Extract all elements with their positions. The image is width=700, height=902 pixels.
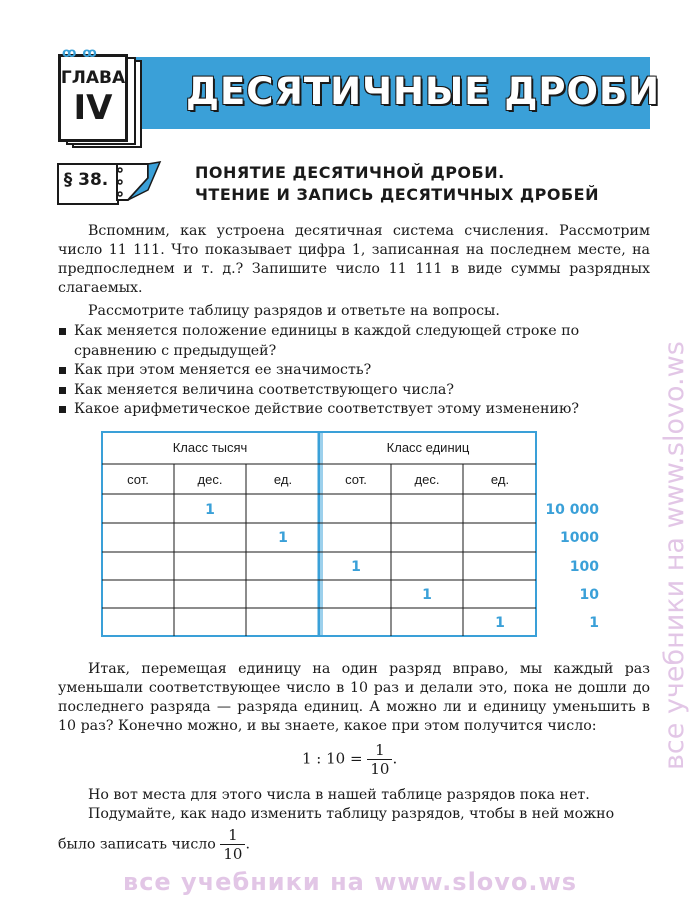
chapter-title: ДЕСЯТИЧНЫЕ ДРОБИ [186,70,661,113]
fraction-numerator: 1 [375,741,385,759]
closing-line-2: Подумайте, как надо изменить таблицу разрядов, чтобы в ней можно [88,806,615,822]
section-title [195,162,599,206]
table-digit: 1 [278,530,288,546]
section-title-line-1: ПОНЯТИЕ ДЕСЯТИЧНОЙ ДРОБИ. [195,163,505,182]
chapter-label: ГЛАВА [60,68,126,88]
table-row-number: 10 [579,587,599,603]
column-header: дес. [197,472,223,487]
section-number: § 38. [63,170,109,190]
table-digit: 1 [205,502,215,518]
table-row-number: 100 [569,559,599,575]
column-header: ед. [273,472,293,487]
class-header-thousands: Класс тысяч [172,440,248,455]
fraction-denominator: 10 [367,759,392,778]
formula-end: . [392,749,398,768]
intro-paragraph: Вспомним, как устроена десятичная система счисления. Рассмотрим число 11 111. Что показывает цифра 1, записанная на последнем месте, на предпоследнем и т. д.? Запишите число 11 111 в виде суммы разрядных слагаемых. [58,223,650,296]
bottom-watermark: все учебники на www.slovo.ws [123,868,577,896]
task-line: Рассмотрите таблицу разрядов и ответьте на вопросы. [88,303,500,319]
side-watermark-text: все учебники на www.slovo.ws [659,341,690,770]
fraction-numerator: 1 [228,826,238,844]
table-digit: 1 [422,587,432,603]
division-formula [302,741,397,778]
formula-left: 1 : 10 = [302,749,363,768]
column-header: сот. [127,472,149,487]
closing-fraction [220,826,245,863]
table-digit: 1 [495,615,505,631]
question-item: Как меняется величина соответствующего числа? [58,381,650,401]
closing-line-1: Но вот места для этого числа в нашей таблице разрядов пока нет. [88,787,590,803]
page-curl-icon [114,160,164,206]
paragraph-after-table: Итак, перемещая единицу на один разряд вправо, мы каждый раз уменьшали соответствующее число в 10 раз и делали это, пока не дошли до последнего разряда — разряда единиц. А можно ли и единицу уменьшить в 10 раз? Конечно можно, и вы знаете, какое при этом получится число: [58,661,650,734]
fraction [367,741,392,778]
question-item: Как меняется положение единицы в каждой следующей строке по сравнению с предыдущей? [58,322,650,361]
section-title-line-2: ЧТЕНИЕ И ЗАПИСЬ ДЕСЯТИЧНЫХ ДРОБЕЙ [195,185,599,204]
column-header: ед. [490,472,510,487]
table-digit: 1 [351,559,361,575]
chapter-number: IV [73,88,113,128]
table-row-number: 1000 [560,530,599,546]
question-list [58,322,650,420]
spiral-rings-icon: ꝏꝏ [62,46,103,61]
column-header: дес. [414,472,440,487]
side-watermark [655,130,695,790]
table-row-number: 10 000 [545,502,599,518]
closing-line-3 [58,826,250,863]
question-item: Какое арифметическое действие соответствует этому изменению? [58,400,650,420]
table-row-number: 1 [589,615,599,631]
closing-fraction-end: . [245,836,250,853]
closing-line-3-text: было записать число [58,836,216,853]
fraction-denominator: 10 [220,844,245,863]
class-header-units: Класс единиц [386,440,470,455]
column-header: сот. [345,472,367,487]
question-item: Как при этом меняется ее значимость? [58,361,650,381]
place-value-table [96,428,616,640]
